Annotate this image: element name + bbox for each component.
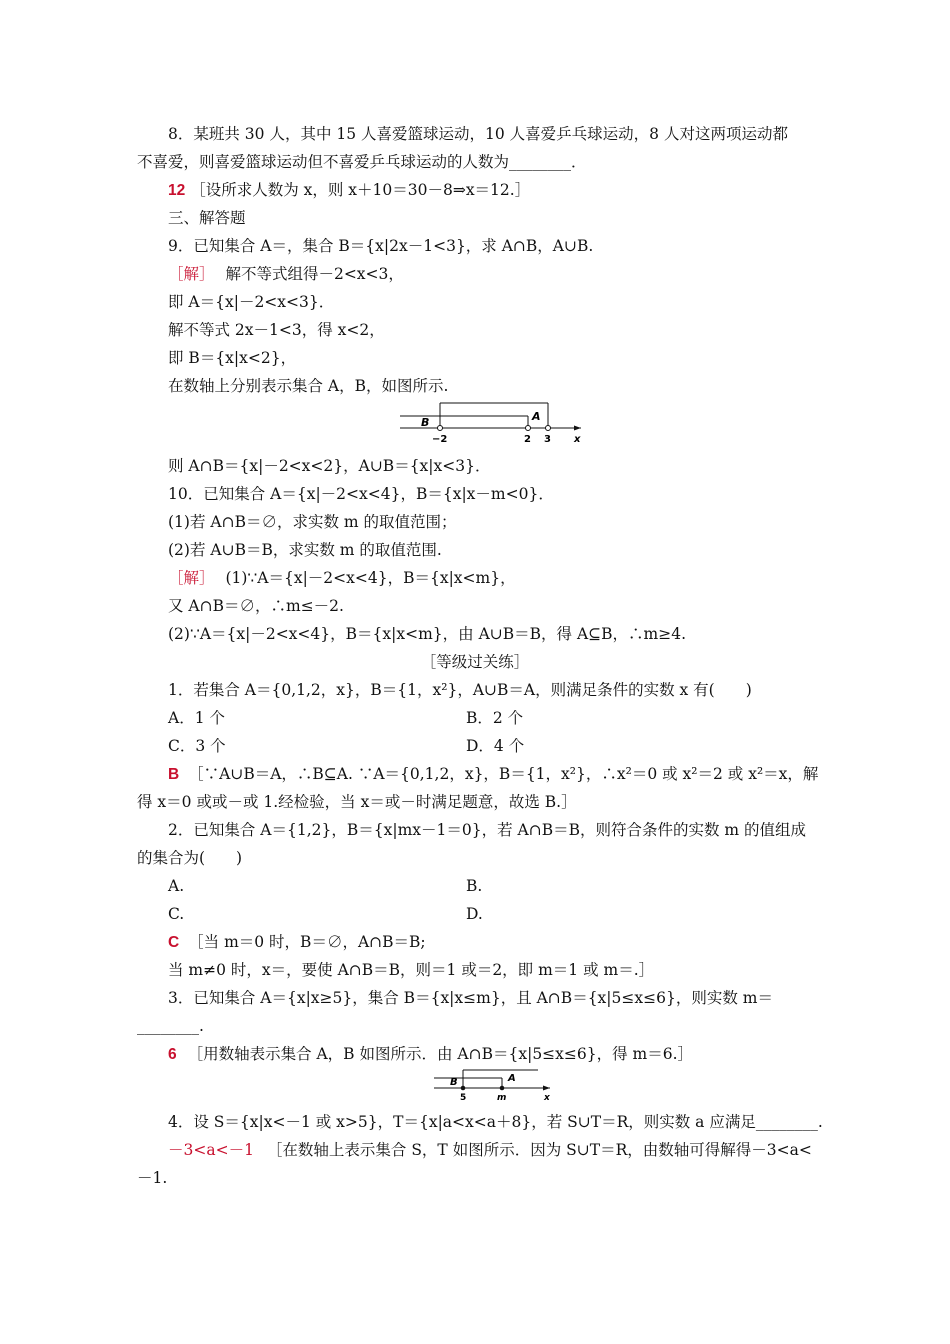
q10-solution-text1: (1)∵A＝{x|－2<x<4}，B＝{x|x<m}， [225, 569, 516, 587]
q10-part1: (1)若 A∩B＝∅，求实数 m 的取值范围； [168, 513, 457, 531]
q8-stem-line2: 不喜爱，则喜爱篮球运动但不喜爱乒乓球运动的人数为________． [137, 153, 587, 171]
p1-option-d: D．4 个 [466, 737, 525, 755]
q9-solution-line1 [168, 264, 404, 284]
q9-stem: 9．已知集合 A＝，集合 B＝{x|2x－1<3}，求 A∩B，A∪B. [168, 237, 594, 255]
p3-stem-line1: 3．已知集合 A＝{x|x≥5}，集合 B＝{x|x≤m}，且 A∩B＝{x|5≤x≤6}，则实数 m＝ [168, 989, 773, 1007]
q10-solution-line1 [168, 568, 516, 588]
p2-solution-line2: 当 m≠0 时，x＝，要使 A∩B＝B，则＝1 或＝2，即 m＝1 或 m＝.］ [168, 961, 655, 979]
p1-answer: B [168, 766, 180, 783]
q9-fig-label-b: B [421, 416, 430, 429]
q10-part2: (2)若 A∪B＝B，求实数 m 的取值范围. [168, 541, 442, 559]
q10-solution-line3: (2)∵A＝{x|－2<x<4}，B＝{x|x<m}，由 A∪B＝B，得 A⊆B，∴m≥4. [168, 625, 687, 643]
q9-fig-axis-x: x [574, 434, 581, 445]
q9-fig-tick-2: 2 [524, 434, 531, 445]
p2-stem-line2: 的集合为( ) [137, 849, 243, 867]
q9-solution-text1: 解不等式组得－2<x<3， [225, 265, 404, 283]
q9-fig-tick-3: 3 [544, 434, 551, 445]
p3-answer: 6 [168, 1046, 177, 1063]
q9-solution-line3: 解不等式 2x－1<3，得 x<2， [168, 321, 385, 339]
q9-number-line-figure [395, 398, 595, 446]
p3-fig-tick-m: m [497, 1093, 507, 1102]
p1-option-c: C．3 个 [168, 737, 226, 755]
p3-fig-label-a: A [508, 1073, 516, 1084]
p4-stem: 4．设 S＝{x|x<－1 或 x>5}，T＝{x|a<x<a＋8}，若 S∪T＝R，则实数 a 应满足________. [168, 1113, 823, 1131]
p4-solution-line2: －1. [137, 1169, 168, 1187]
p2-answer: C [168, 934, 180, 951]
level-practice-heading: ［等级过关练］ [420, 653, 530, 671]
p3-stem-line2: ________. [137, 1017, 204, 1035]
p1-solution-line2: 得 x＝0 或或－或 1.经检验，当 x＝或－时满足题意，故选 B.］ [137, 793, 577, 811]
p3-fig-tick-5: 5 [460, 1093, 467, 1102]
q9-solution-line4: 即 B＝{x|x<2}， [168, 349, 297, 367]
p3-solution-text: ［用数轴表示集合 A，B 如图所示．由 A∩B＝{x|5≤x≤6}，得 m＝6.］ [187, 1045, 694, 1063]
p3-solution [168, 1044, 693, 1065]
p3-fig-axis-x: x [544, 1093, 550, 1102]
p1-solution-line1 [168, 764, 818, 785]
p3-fig-label-b: B [450, 1077, 458, 1088]
q8-answer: 12 [168, 182, 186, 199]
p1-stem: 1．若集合 A＝{0,1,2，x}，B＝{1，x²}，A∪B＝A，则满足条件的实数 x 有( ) [168, 681, 752, 699]
p2-option-a: A. [168, 877, 185, 895]
p2-solution-text1: ［当 m＝0 时，B＝∅，A∩B＝B; [188, 933, 426, 951]
q10-solution-line2: 又 A∩B＝∅，∴m≤－2. [168, 597, 344, 615]
q10-solution-tag: ［解］ [168, 569, 215, 587]
p2-stem-line1: 2．已知集合 A＝{1,2}，B＝{x|mx－1＝0}，若 A∩B＝B，则符合条件的实数 m 的值组成 [168, 821, 807, 839]
p2-option-c: C. [168, 905, 185, 923]
q8-solution [168, 180, 530, 201]
p1-option-a: A．1 个 [168, 709, 225, 727]
p1-option-b: B．2 个 [466, 709, 524, 727]
p2-option-b: B. [466, 877, 483, 895]
q10-stem: 10．已知集合 A＝{x|－2<x<4}，B＝{x|x－m<0}． [168, 485, 554, 503]
section-heading: 三、解答题 [168, 209, 246, 227]
q8-solution-text: ［设所求人数为 x，则 x＋10＝30－8⇒x＝12.］ [190, 181, 531, 199]
p4-solution-line1 [168, 1140, 812, 1160]
q9-fig-tick-neg2: −2 [432, 434, 448, 445]
q9-fig-label-a: A [532, 410, 541, 423]
q9-solution-line6: 则 A∩B＝{x|－2<x<2}，A∪B＝{x|x<3}． [168, 457, 491, 475]
p2-option-d: D. [466, 905, 483, 923]
q9-solution-line2: 即 A＝{x|－2<x<3}． [168, 293, 335, 311]
p1-solution-text1: ［∵A∪B＝A，∴B⊆A. ∵A＝{0,1,2，x}，B＝{1，x²}，∴x²＝0 或 x²＝2 或 x²＝x，解 [188, 765, 819, 783]
p2-solution-line1 [168, 932, 426, 953]
q9-solution-line5: 在数轴上分别表示集合 A，B，如图所示. [168, 377, 449, 395]
p4-answer: －3<a<－1 [168, 1141, 254, 1159]
q8-stem-line1: 8．某班共 30 人，其中 15 人喜爱篮球运动，10 人喜爱乒乓球运动，8 人对这两项运动都 [168, 125, 788, 143]
p4-solution-text1: ［在数轴上表示集合 S，T 如图所示．因为 S∪T＝R，由数轴可得解得－3<a< [266, 1141, 812, 1159]
q9-solution-tag: ［解］ [168, 265, 215, 283]
p3-number-line-figure [430, 1066, 560, 1102]
